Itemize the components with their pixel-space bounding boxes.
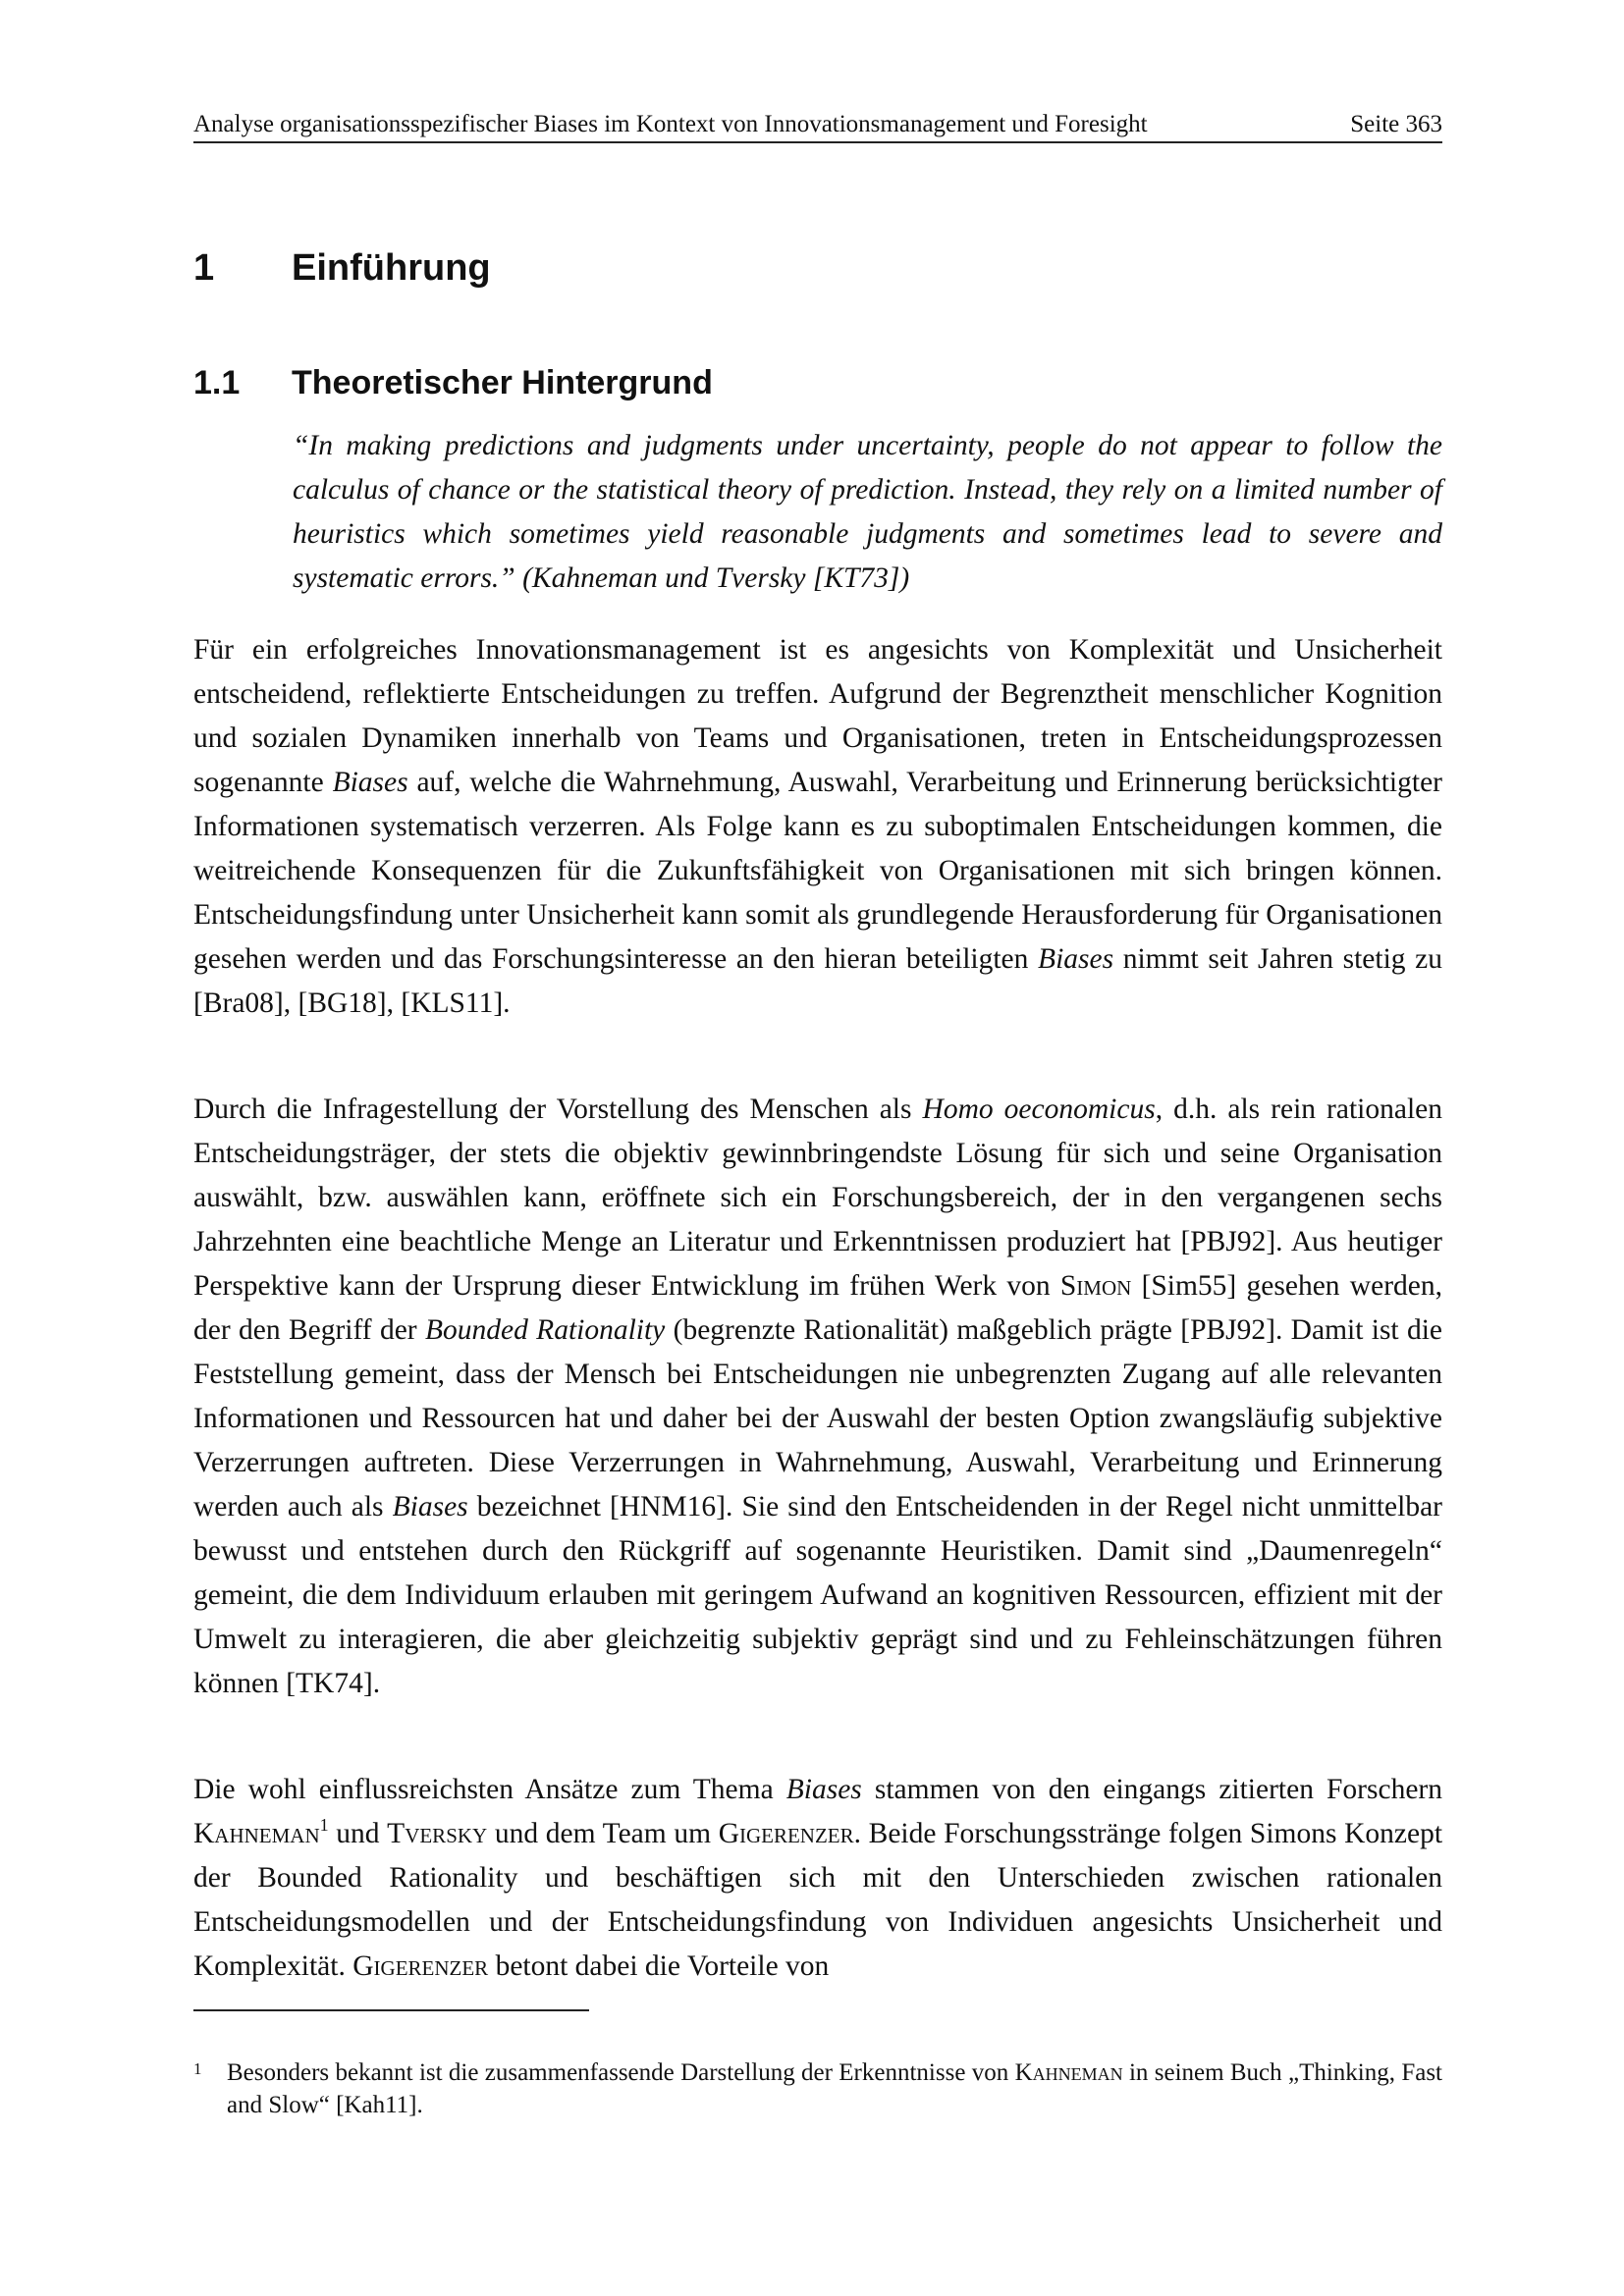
author-name: Gigerenzer: [352, 1950, 489, 1982]
footnote: [193, 2056, 1442, 2121]
author-name: Tversky: [387, 1818, 488, 1849]
quote-source: (Kahneman und Tversky [KT73]): [522, 562, 910, 594]
epigraph-quote: [293, 424, 1442, 601]
section-heading: [193, 247, 491, 290]
subsection-heading: [193, 364, 713, 402]
section-number: 1: [193, 247, 215, 289]
text-run: (begrenzte Rationalität) maßgeblich prägte [PBJ92]. Damit ist die Feststellung gemeint, dass der Mensch bei Entscheidungen nie unbegrenzten Zugang auf alle relevanten Informationen und Ressourcen hat und daher bei der Auswahl der besten Option zwangsläufig subjektive Verzerrungen auftreten. Diese Verzerrungen in Wahrnehmung, Auswahl, Verarbeitung und Erinnerung werden auch als: [193, 1314, 1443, 1522]
text-run: , d.h. als rein rationalen Entscheidungsträger, der stets die objektiv gewinnbringendste Lösung für sich und seine Organisation auswählt, bzw. auswählen kann, eröffnete sich ein Forschungsbereich, der in den vergangenen sechs Jahrzehnten eine beachtliche Menge an Literatur und Erkenntnissen produziert hat [PBJ92]. Aus heutiger Perspektive kann der Ursprung dieser Entwicklung im frühen Werk von: [193, 1094, 1443, 1302]
running-header: [193, 108, 1442, 143]
text-run: nimmt seit Jahren stetig zu [Bra08], [BG18], [KLS11].: [193, 943, 1443, 1019]
text-run: Für ein erfolgreiches Innovationsmanagement ist es angesichts von Komplexität und Unsicherheit entscheidend, reflektierte Entscheidungen zu treffen. Aufgrund der Begrenztheit menschlicher Kognition und sozialen Dynamiken innerhalb von Teams und Organisationen, treten in Entscheidungsprozessen sogenannte: [193, 634, 1442, 798]
text-run: . Beide Forschungsstränge folgen Simons Konzept der Bounded Rationality und beschäftigen sich mit den Unterschieden zwischen rationalen Entscheidungsmodellen und der Entscheidungsfindung von Individuen angesichts Unsicherheit und Komplexität.: [193, 1818, 1443, 1982]
text-run: Durch die Infragestellung der Vorstellung des Menschen als: [193, 1094, 912, 1125]
text-run: und dem Team um: [494, 1818, 712, 1849]
text-run: in seinem Buch „Thinking, Fast and Slow“ [Kah11].: [227, 2059, 1442, 2118]
emphasis: Biases: [392, 1491, 468, 1522]
author-name: Kahneman: [193, 1818, 320, 1849]
footnote-mark: 1: [193, 2059, 202, 2078]
author-name: Kahneman: [1014, 2059, 1123, 2086]
author-name: Simon: [1059, 1270, 1132, 1302]
text-run: und: [336, 1818, 380, 1849]
emphasis: Bounded Rationality: [424, 1314, 666, 1346]
quote-text: “In making predictions and judgments under uncertainty, people do not appear to follow the calculus of chance or the statistical theory of prediction. Instead, they rely on a limited number of heuristics which sometimes yield reasonable judgments and sometimes lead to severe and systematic errors.”: [293, 430, 1442, 594]
text-run: stammen von den eingangs zitierten Forschern: [874, 1774, 1442, 1805]
paragraph-2: [193, 1088, 1442, 1706]
emphasis: Biases: [1038, 943, 1114, 975]
footnote-text: [227, 2056, 1442, 2121]
paragraph-3: [193, 1768, 1442, 1989]
subsection-number: 1.1: [193, 364, 241, 401]
text-run: Die wohl einflussreichsten Ansätze zum Thema: [193, 1774, 774, 1805]
footnote-divider: [193, 2009, 589, 2011]
text-run: betont dabei die Vorteile von: [495, 1950, 830, 1982]
footnote-reference[interactable]: 1: [319, 1815, 329, 1835]
paragraph-1: [193, 628, 1442, 1026]
text-run: [Sim55] gesehen werden, der den Begriff der: [193, 1270, 1442, 1346]
text-run: bezeichnet [HNM16]. Sie sind den Entscheidenden in der Regel nicht unmittelbar bewusst und entstehen durch den Rückgriff auf sogenannte Heuristiken. Damit sind „Daumenregeln“ gemeint, die dem Individuum erlauben mit geringem Aufwand an kognitiven Ressourcen, effizient mit der Umwelt zu interagieren, die aber gleichzeitig subjektiv geprägt sind und zu Fehleinschätzungen führen können [TK74].: [193, 1491, 1443, 1699]
emphasis: Homo oeconomicus: [922, 1094, 1156, 1125]
page-number: Seite 363: [1350, 111, 1442, 137]
text-run: Besonders bekannt ist die zusammenfassende Darstellung der Erkenntnisse von: [227, 2059, 1009, 2086]
emphasis: Biases: [332, 767, 408, 798]
running-title: Analyse organisationsspezifischer Biases im Kontext von Innovationsmanagement und Foresight: [193, 111, 1148, 137]
emphasis: Biases: [785, 1774, 862, 1805]
text-run: auf, welche die Wahrnehmung, Auswahl, Verarbeitung und Erinnerung berücksichtigter Informationen systematisch verzerren. Als Folge kann es zu suboptimalen Entscheidungen kommen, die weitreichende Konsequenzen für die Zukunftsfähigkeit von Organisationen mit sich bringen können. Entscheidungsfindung unter Unsicherheit kann somit als grundlegende Herausforderung für Organisationen gesehen werden und das Forschungsinteresse an den hieran beteiligten: [193, 767, 1442, 975]
section-title: Einführung: [292, 247, 491, 289]
author-name: Gigerenzer: [718, 1818, 854, 1849]
subsection-title: Theoretischer Hintergrund: [292, 364, 713, 401]
